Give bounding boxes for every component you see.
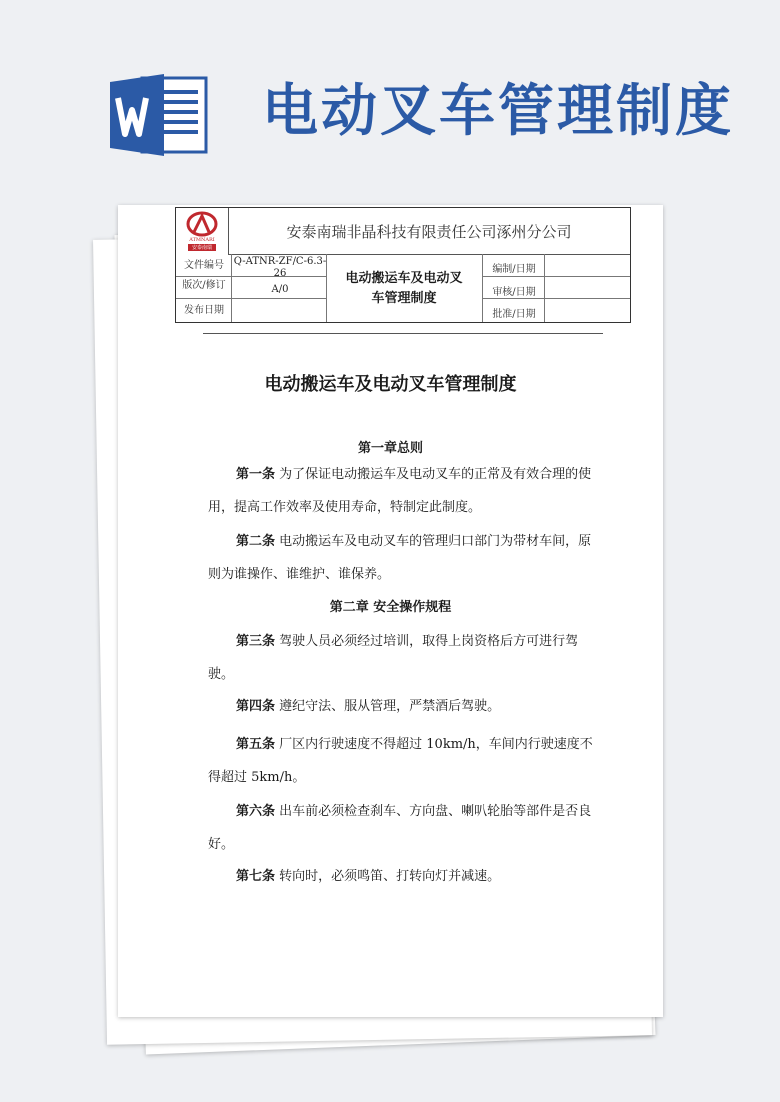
issue-date-label: 发布日期 bbox=[184, 305, 224, 316]
article-6-text: 出车前必须检查刹车、方向盘、喇叭轮胎等部件是否良好。 bbox=[208, 804, 592, 852]
article-5 bbox=[208, 728, 598, 794]
word-icon bbox=[108, 72, 210, 158]
article-6-label: 第六条 bbox=[236, 804, 276, 819]
article-4 bbox=[208, 690, 598, 723]
approve-label: 批准/日期 bbox=[492, 309, 536, 320]
header-doc-title bbox=[329, 258, 479, 320]
divider bbox=[203, 333, 603, 334]
logo-subtitle: 安泰南瑞 bbox=[191, 245, 212, 251]
article-2-label: 第二条 bbox=[236, 534, 276, 549]
document-header-table bbox=[175, 207, 631, 323]
file-no-label: 文件编号 bbox=[184, 260, 224, 271]
version-value: A/0 bbox=[271, 284, 289, 295]
article-1-label: 第一条 bbox=[236, 467, 276, 482]
article-7-label: 第七条 bbox=[236, 869, 276, 884]
header-doc-title-line2: 车管理制度 bbox=[371, 291, 437, 306]
article-2 bbox=[208, 525, 598, 591]
article-1 bbox=[208, 458, 598, 524]
document-page[interactable] bbox=[118, 205, 663, 1017]
article-3-text: 驾驶人员必须经过培训，取得上岗资格后方可进行驾驶。 bbox=[208, 634, 579, 682]
company-logo bbox=[176, 208, 229, 254]
file-no-value: Q-ATNR-ZF/C-6.3-26 bbox=[233, 256, 327, 279]
article-1-text: 为了保证电动搬运车及电动叉车的正常及有效合理的使用，提高工作效率及使用寿命，特制定此制度。 bbox=[208, 467, 592, 515]
chapter-1-heading: 第一章总则 bbox=[357, 441, 423, 456]
banner-title: 电动叉车管理制度 bbox=[262, 79, 734, 144]
banner bbox=[0, 0, 780, 195]
header-doc-title-line1: 电动搬运车及电动叉 bbox=[345, 271, 463, 286]
review-label: 审核/日期 bbox=[492, 287, 536, 298]
article-3 bbox=[208, 625, 598, 691]
logo-brand: ATMNARI bbox=[189, 237, 215, 243]
prepare-label: 编制/日期 bbox=[492, 264, 536, 275]
article-4-label: 第四条 bbox=[236, 699, 276, 714]
version-label: 版次/修订 bbox=[182, 280, 226, 291]
article-5-text: 厂区内行驶速度不得超过 10km/h，车间内行驶速度不得超过 5km/h。 bbox=[208, 737, 593, 785]
document-title: 电动搬运车及电动叉车管理制度 bbox=[264, 374, 517, 395]
article-6 bbox=[208, 795, 598, 861]
article-2-text: 电动搬运车及电动叉车的管理归口部门为带材车间，原则为谁操作、谁维护、谁保养。 bbox=[208, 534, 592, 582]
article-4-text: 遵纪守法、服从管理，严禁酒后驾驶。 bbox=[279, 699, 501, 714]
company-name: 安泰南瑞非晶科技有限责任公司涿州分公司 bbox=[228, 208, 630, 255]
article-3-label: 第三条 bbox=[236, 634, 276, 649]
article-7 bbox=[208, 860, 598, 893]
article-7-text: 转向时，必须鸣笛、打转向灯并减速。 bbox=[279, 869, 501, 884]
article-5-label: 第五条 bbox=[236, 737, 276, 752]
chapter-2-heading: 第二章 安全操作规程 bbox=[329, 600, 452, 615]
